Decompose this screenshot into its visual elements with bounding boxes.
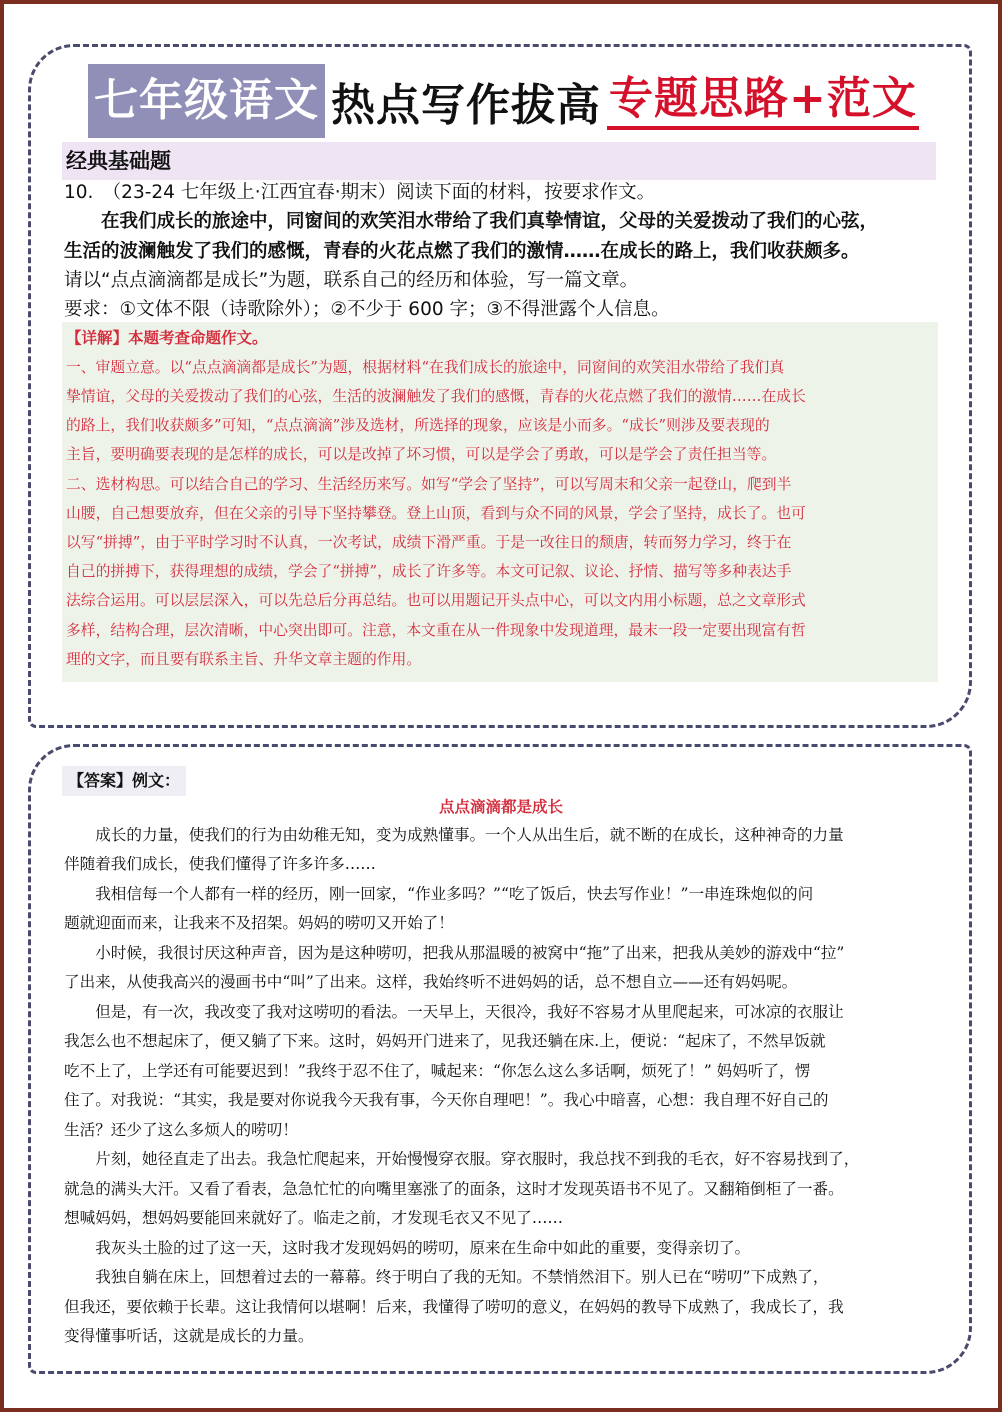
essay-line: 题就迎面而来，让我来不及招架。妈妈的唠叨又开始了！ — [64, 914, 454, 932]
analysis-heading: 【详解】本题考查命题作文。 — [66, 329, 268, 347]
section-heading: 经典基础题 — [62, 142, 936, 180]
essay-line: 小时候，我很讨厌这种声音，因为是这种唠叨，把我从那温暖的被窝中“拖”了出来，把我从美妙的游戏中“拉” — [64, 944, 845, 962]
essay-line: 想喊妈妈，想妈妈要能回来就好了。临走之前，才发现毛衣又不见了…… — [64, 1209, 564, 1227]
analysis-line: 的路上，我们收获颇多”可知，“点点滴滴”涉及选材，所选择的现象，应该是小而多。“成长”则涉及要表现的 — [66, 417, 770, 434]
essay-line: 生活？还少了这么多烦人的唠叨！ — [64, 1121, 298, 1139]
analysis-box — [62, 322, 938, 682]
essay-line: 伴随着我们成长，使我们懂得了许多许多…… — [64, 855, 376, 873]
analysis-line: 挚情谊，父母的关爱拨动了我们的心弦，生活的波澜触发了我们的感慨，青春的火花点燃了我们的激情……在成长 — [66, 388, 806, 405]
essay-line: 住了。对我说：“其实，我是要对你说我今天我有事，今天你自理吧！”。我心中暗喜，心想：我自理不好自己的 — [64, 1091, 829, 1109]
writing-prompt: 请以“点点滴滴都是成长”为题，联系自己的经历和体验，写一篇文章。 — [64, 270, 639, 291]
writing-requirements: 要求：①文体不限（诗歌除外）；②不少于 600 字；③不得泄露个人信息。 — [64, 299, 670, 320]
page-title — [88, 62, 919, 140]
essay-line: 但是，有一次，我改变了我对这唠叨的看法。一天早上，天很冷，我好不容易才从里爬起来，可冰凉的衣服让 — [64, 1003, 844, 1021]
answer-label: 【答案】例文： — [62, 766, 186, 796]
essay-line: 我相信每一个人都有一样的经历，刚一回家，“作业多吗？”“吃了饭后，快去写作业！”一串连珠炮似的问 — [64, 885, 814, 903]
analysis-line: 二、选材构思。可以结合自己的学习、生活经历来写。如写“学会了坚持”，可以写周末和父亲一起登山，爬到半 — [66, 476, 792, 493]
analysis-line: 以写“拼搏”，由于平时学习时不认真，一次考试，成绩下滑严重。于是一改往日的颓唐，转而努力学习，终于在 — [66, 534, 792, 551]
analysis-line: 法综合运用。可以层层深入，可以先总后分再总结。也可以用题记开头点中心，可以文内用小标题，总之文章形式 — [66, 592, 806, 609]
title-highlight: 专题思路+范文 — [607, 72, 919, 130]
essay-line: 我独自躺在床上，回想着过去的一幕幕。终于明白了我的无知。不禁悄然泪下。别人已在“唠叨”下成熟了， — [64, 1268, 829, 1286]
analysis-line: 理的文字，而且要有联系主旨、升华文章主题的作用。 — [66, 651, 422, 668]
essay-line: 成长的力量，使我们的行为由幼稚无知，变为成熟懂事。一个人从出生后，就不断的在成长，这种神奇的力量 — [64, 826, 844, 844]
analysis-line: 多样，结构合理，层次清晰，中心突出即可。注意，本文重在从一件现象中发现道理，最末一段一定要出现富有哲 — [66, 622, 806, 639]
essay-line: 片刻，她径直走了出去。我急忙爬起来，开始慢慢穿衣服。穿衣服时，我总找不到我的毛衣，好不容易找到了， — [64, 1150, 860, 1168]
question-number-line: 10. （23-24 七年级上·江西宜春·期末）阅读下面的材料，按要求作文。 — [64, 182, 656, 203]
analysis-line: 一、审题立意。以“点点滴滴都是成长”为题，根据材料“在我们成长的旅途中，同窗间的欢笑泪水带给了我们真 — [66, 359, 785, 376]
essay-line: 我怎么也不想起床了，便又躺了下来。这时，妈妈开门进来了，见我还躺在床.上，便说：“起床了，不然早饭就 — [64, 1032, 826, 1050]
analysis-line: 自己的拼搏下，获得理想的成绩，学会了“拼搏”，成长了许多等。本文可记叙、议论、抒情、描写等多种表达手 — [66, 563, 792, 580]
essay-line: 我灰头土脸的过了这一天，这时我才发现妈妈的唠叨，原来在生命中如此的重要，变得亲切了。 — [64, 1239, 751, 1257]
title-grade: 七年级语文 — [88, 64, 325, 138]
essay-line: 就急的满头大汗。又看了看表，急急忙忙的向嘴里塞涨了的面条，这时才发现英语书不见了。又翻箱倒柜了一番。 — [64, 1180, 844, 1198]
essay-line: 但我还，要依赖于长辈。这让我情何以堪啊！后来，我懂得了唠叨的意义，在妈妈的教导下成熟了，我成长了，我 — [64, 1298, 844, 1316]
material-line-2: 生活的波澜触发了我们的感慨，青春的火花点燃了我们的激情……在成长的路上，我们收获颇多。 — [64, 241, 860, 262]
essay-line: 吃不上了，上学还有可能要迟到！”我终于忍不住了，喊起来：“你怎么这么多话啊，烦死了！” 妈妈听了，愣 — [64, 1062, 811, 1080]
material-line-1: 在我们成长的旅途中，同窗间的欢笑泪水带给了我们真挚情谊，父母的关爱拨动了我们的心弦， — [64, 211, 879, 232]
essay-title: 点点滴滴都是成长 — [438, 798, 563, 816]
analysis-line: 山腰，自己想要放弃，但在父亲的引导下坚持攀登。登上山顶，看到与众不同的风景，学会了坚持，成长了。也可 — [66, 505, 806, 522]
essay-line: 了出来，从使我高兴的漫画书中“叫”了出来。这样，我始终听不进妈妈的话，总不想自立——还有妈妈呢。 — [64, 973, 798, 991]
essay-line: 变得懂事听话，这就是成长的力量。 — [64, 1327, 314, 1345]
title-topic: 热点写作拔高 — [331, 80, 601, 131]
analysis-line: 主旨，要明确要表现的是怎样的成长，可以是改掉了坏习惯，可以是学会了勇敢，可以是学会了责任担当等。 — [66, 446, 777, 463]
